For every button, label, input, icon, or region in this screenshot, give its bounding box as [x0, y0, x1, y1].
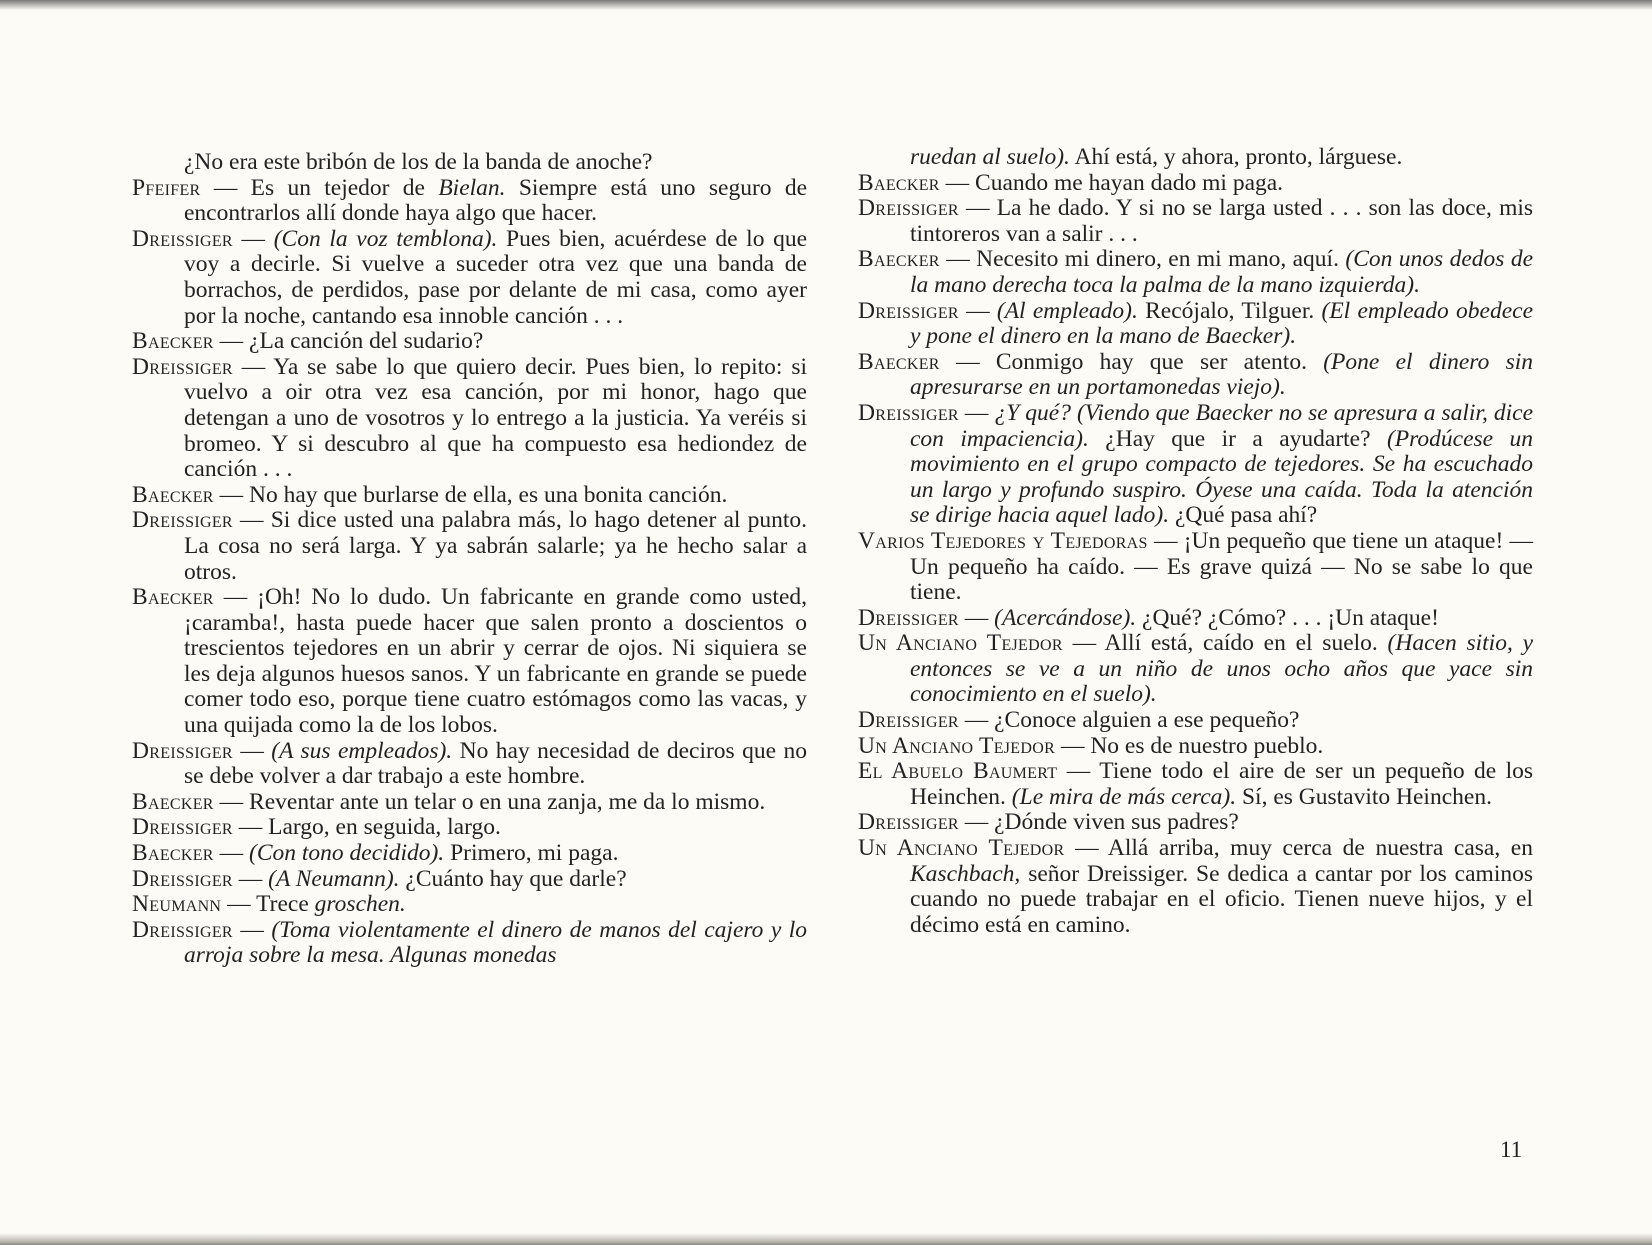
speaker-name: Dreissiger: [132, 916, 233, 943]
em-dash: —: [1072, 630, 1097, 657]
speech-text: La he dado. Y si no se larga usted . . . son las doce, mis tintoreros van a salir . . .: [910, 195, 1534, 247]
speech-text: ¿Qué pasa ahí?: [1169, 502, 1318, 529]
dialogue-entry: [132, 815, 807, 841]
speaker-name: Dreissiger: [132, 865, 233, 892]
stage-direction: Bielan.: [438, 174, 506, 201]
left-column: [132, 150, 807, 969]
dialogue-entry: [132, 227, 807, 329]
dialogue-entry: [858, 836, 1533, 938]
dialogue-entry: [858, 708, 1533, 734]
stage-direction: (Hacen sitio, y entonces se ve a un niño de unos ocho años que yace sin conocimiento en el suelo).: [910, 630, 1533, 708]
em-dash: —: [964, 707, 989, 734]
speaker-name: Dreissiger: [132, 814, 233, 841]
stage-direction: (El empleado obedece y pone el dinero en la mano de Baecker).: [910, 297, 1534, 350]
speaker-name: Baecker: [132, 788, 214, 815]
dialogue-entry: [132, 585, 807, 739]
stage-direction: groschen.: [314, 891, 406, 918]
dialogue-entry: [132, 508, 807, 585]
stage-direction: (A Neumann).: [268, 865, 400, 892]
speaker-name: Un Anciano Tejedor: [858, 835, 1065, 862]
speaker-name: Baecker: [132, 481, 214, 508]
dialogue-entry: [132, 892, 807, 918]
speech-text: Allí está, caído en el suelo.: [1104, 630, 1388, 657]
speech-text: Largo, en seguida, largo.: [268, 814, 501, 841]
speaker-name: Baecker: [858, 348, 940, 375]
dialogue-entry: [858, 606, 1533, 632]
speaker-name: Baecker: [858, 246, 940, 273]
speech-text: No hay que burlarse de ella, es una bonita canción.: [249, 481, 728, 508]
dialogue-entry: [858, 631, 1533, 708]
speech-text: Necesito mi dinero, en mi mano, aquí.: [976, 246, 1346, 273]
speaker-name: Pfeifer: [132, 174, 201, 201]
em-dash: —: [945, 169, 970, 196]
speaker-name: Neumann: [132, 891, 222, 918]
speaker-name: Baecker: [132, 328, 214, 355]
speaker-name: Dreissiger: [858, 707, 959, 734]
em-dash: —: [964, 604, 989, 631]
dialogue-entry: [858, 196, 1533, 247]
em-dash: —: [956, 348, 980, 375]
dialogue-entry: [132, 150, 807, 176]
em-dash: —: [213, 174, 238, 201]
em-dash: —: [238, 865, 263, 892]
stage-direction: (Pone el dinero sin apresurarse en un portamonedas viejo).: [910, 348, 1534, 401]
speech-text: Allá arriba, muy cerca de nuestra casa, en: [1107, 835, 1533, 862]
speaker-name: Varios Tejedores y Tejedoras: [858, 527, 1148, 554]
stage-direction: (Prodúcese un movimiento en el grupo compacto de tejedores. Se ha escuchado un largo y profundo suspiro. Óyese una caída. Toda la atención se dirige hacia aquel lado).: [910, 425, 1533, 529]
em-dash: —: [240, 737, 264, 764]
dialogue-entry: [858, 529, 1533, 606]
em-dash: —: [241, 353, 266, 380]
speaker-name: Baecker: [858, 169, 940, 196]
speech-text: Ahí está, y ahora, pronto, lárguese.: [1069, 144, 1403, 170]
page-bottom-edge: [0, 1233, 1652, 1245]
speech-text: ¿La canción del sudario?: [249, 328, 484, 355]
dialogue-entry: [858, 350, 1533, 401]
em-dash: —: [241, 225, 266, 252]
dialogue-entry: [858, 401, 1533, 529]
speech-text: Recójalo, Tilguer.: [1137, 297, 1322, 324]
speaker-name: Dreissiger: [858, 399, 959, 426]
speaker-name: Dreissiger: [132, 225, 233, 252]
stage-direction: (Acercándose).: [994, 604, 1137, 631]
page-number: 11: [1500, 1137, 1523, 1162]
speech-text: Pues bien, acuérdese de lo que voy a decirle. Si vuelve a suceder otra vez que una banda de borrachos, de perdidos, pase por delante de mi casa, como ayer por la noche, cantando esa innoble canción . . .: [184, 225, 808, 329]
dialogue-entry: [132, 790, 807, 816]
stage-direction: Kaschbach,: [910, 860, 1021, 887]
speaker-name: Dreissiger: [132, 507, 233, 534]
em-dash: —: [966, 195, 990, 222]
speech-text: Ya se sabe lo que quiero decir. Pues bien, lo repito: si vuelvo a oir otra vez esa canción, por mi honor, hago que detengan a uno de vosotros y lo entrego a la justicia. Ya veréis si bromeo. Y si descubro al que ha compuesto esa hediondez de canción . . .: [184, 353, 807, 483]
dialogue-entry: [132, 176, 807, 227]
em-dash: —: [964, 809, 989, 836]
speech-text: ¿Conoce alguien a ese pequeño?: [994, 707, 1300, 734]
dialogue-entry: [132, 739, 807, 790]
speech-text: Primero, mi paga.: [444, 840, 619, 867]
em-dash: —: [946, 246, 970, 273]
em-dash: —: [223, 584, 248, 611]
em-dash: —: [1060, 732, 1085, 759]
page-top-edge: [0, 0, 1652, 10]
speech-text: Trece: [256, 891, 315, 918]
em-dash: —: [1153, 527, 1178, 554]
dialogue-entry: [132, 483, 807, 509]
speech-text: Sí, es Gustavito Heinchen.: [1236, 783, 1492, 810]
speech-text: Si dice usted una palabra más, lo hago detener al punto. La cosa no será larga. Y ya sabrán salarle; ya he hecho salar a otros.: [184, 507, 808, 585]
speaker-name: Dreissiger: [858, 604, 959, 631]
em-dash: —: [219, 481, 244, 508]
em-dash: —: [966, 297, 990, 324]
speaker-name: Un Anciano Tejedor: [858, 630, 1063, 657]
stage-direction: (Con la voz temblona).: [273, 225, 498, 252]
speech-text: No hay necesidad de deciros que no se debe volver a dar trabajo a este hombre.: [184, 737, 808, 790]
speech-text: Conmigo hay que ser atento.: [995, 348, 1324, 375]
dialogue-entry: [132, 867, 807, 893]
speech-text: señor Dreissiger. Se dedica a cantar por los caminos cuando no puede trabajar en el oficio. Tienen nueve hijos, y el décimo está en camino.: [910, 860, 1533, 938]
em-dash: —: [1066, 758, 1091, 785]
dialogue-entry: [858, 734, 1533, 760]
speaker-name: Dreissiger: [132, 353, 233, 380]
stage-direction: (Le mira de más cerca).: [1011, 783, 1237, 810]
speaker-name: Dreissiger: [858, 195, 959, 222]
em-dash: —: [240, 916, 264, 943]
speaker-name: Baecker: [132, 840, 214, 867]
stage-direction: (Al empleado).: [996, 297, 1138, 324]
right-column: [858, 145, 1533, 938]
dialogue-entry: [132, 841, 807, 867]
em-dash: —: [219, 328, 244, 355]
em-dash: —: [964, 399, 989, 426]
speaker-name: Un Anciano Tejedor: [858, 732, 1056, 759]
stage-direction: (Con unos dedos de la mano derecha toca la palma de la mano izquierda).: [910, 246, 1534, 298]
speech-text: ¡Un pequeño que tiene un ataque! — Un pequeño ha caído. — Es grave quizá — No se sabe lo que tiene.: [910, 527, 1534, 606]
speech-text: ¿Cuánto hay que darle?: [399, 865, 627, 892]
em-dash: —: [219, 840, 244, 867]
stage-direction: ¿Y qué? (Viendo que Baecker no se apresura a salir, dice con impaciencia).: [910, 399, 1534, 452]
dialogue-entry: [858, 759, 1533, 810]
speech-text: Reventar ante un telar o en una zanja, me da lo mismo.: [249, 788, 766, 815]
speaker-name: Dreissiger: [132, 737, 233, 764]
speech-text: ¿No era este bribón de los de la banda de anoche?: [184, 149, 653, 175]
speech-text: No es de nuestro pueblo.: [1090, 732, 1324, 759]
speech-text: Tiene todo el aire de ser un pequeño de los Heinchen.: [910, 758, 1534, 810]
speech-text: Es un tejedor de: [250, 174, 439, 201]
em-dash: —: [240, 507, 264, 534]
speaker-name: Dreissiger: [858, 809, 959, 836]
speaker-name: El Abuelo Baumert: [858, 758, 1058, 785]
dialogue-entry: [132, 329, 807, 355]
speech-text: ¿Hay que ir a ayudarte?: [1088, 425, 1387, 452]
speech-text: ¡Oh! No lo dudo. Un fabricante en grande como usted, ¡caramba!, hasta puede hacer que salen pronto a doscientos o trescientos tejedores en un abrir y cerrar de ojos. Ni siquiera se les deja algunos huesos sanos. Y un fabricante en grande se puede comer todo eso, porque tiene cuatro estómagos como las vacas, y una quijada como la de los lobos.: [184, 584, 808, 739]
speech-text: Cuando me hayan dado mi paga.: [975, 169, 1284, 196]
dialogue-entry: [858, 145, 1533, 171]
em-dash: —: [238, 814, 263, 841]
dialogue-entry: [858, 247, 1533, 298]
dialogue-entry: [858, 299, 1533, 350]
em-dash: —: [1075, 835, 1099, 862]
stage-direction: (A sus empleados).: [271, 737, 453, 764]
stage-direction: ruedan al suelo).: [910, 144, 1070, 170]
speaker-name: Baecker: [132, 584, 214, 611]
stage-direction: (Toma violentamente el dinero de manos del cajero y lo arroja sobre la mesa. Algunas monedas: [184, 916, 808, 969]
speech-text: ¿Qué? ¿Cómo? . . . ¡Un ataque!: [1136, 604, 1439, 631]
speech-text: ¿Dónde viven sus padres?: [994, 809, 1239, 836]
dialogue-entry: [858, 810, 1533, 836]
em-dash: —: [227, 891, 251, 918]
dialogue-entry: [858, 171, 1533, 197]
em-dash: —: [219, 788, 244, 815]
stage-direction: (Con tono decidido).: [249, 840, 445, 867]
dialogue-entry: [132, 355, 807, 483]
speaker-name: Dreissiger: [858, 297, 959, 324]
dialogue-entry: [132, 918, 807, 969]
speech-text: Siempre está uno seguro de encontrarlos allí donde haya algo que hacer.: [184, 174, 808, 227]
